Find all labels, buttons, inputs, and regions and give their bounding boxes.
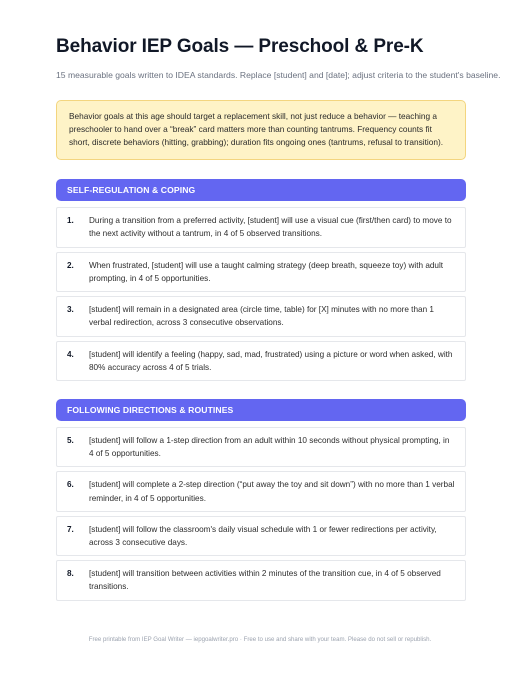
callout-text: Behavior goals at this age should target a replacement skill, not just reduce a behavior — teaching a preschooler to hand over a “break” card matters more than counting tantrums. Frequency counts fit short, discrete behaviors (hitting, grabbing); duration fits ongoing ones (tantrums, refusal to transition).	[69, 111, 444, 148]
page-footer: Free printable from IEP Goal Writer — iepgoalwriter.pro · Free to use and share with your team. Please do not sell or republish.	[88, 636, 432, 643]
goal-number: 1.	[67, 216, 74, 226]
section-self-regulation	[56, 179, 466, 381]
page-title: Behavior IEP Goals — Preschool & Pre-K	[56, 36, 424, 57]
goal-number: 7.	[67, 524, 74, 534]
section-header: FOLLOWING DIRECTIONS & ROUTINES	[56, 399, 466, 421]
goal-number: 5.	[67, 435, 74, 445]
goal-item	[56, 252, 466, 292]
goal-number: 2.	[67, 260, 74, 270]
page-content	[56, 36, 501, 605]
goal-text: During a transition from a preferred activity, [student] will use a visual cue (first/then card) to move to the next activity without a tantrum, in 4 of 5 observed transitions.	[89, 216, 452, 239]
goal-list	[56, 427, 466, 601]
goal-number: 8.	[67, 569, 74, 579]
goal-text: [student] will follow a 1-step direction from an adult within 10 seconds without physical prompting, in 4 of 5 opportunities.	[89, 435, 450, 459]
goal-text: [student] will transition between activities within 2 minutes of the transition cue, in 4 of 5 observed transitions.	[89, 569, 441, 592]
goal-number: 6.	[67, 480, 74, 490]
goal-item	[56, 516, 466, 556]
section-header: SELF-REGULATION & COPING	[56, 179, 466, 201]
goal-text: [student] will identify a feeling (happy, sad, mad, frustrated) using a picture or word when asked, with 80% accuracy across 4 of 5 trials.	[89, 349, 453, 372]
goal-item	[56, 427, 466, 467]
section-following-directions	[56, 399, 466, 601]
goal-item	[56, 560, 466, 600]
goal-text: [student] will remain in a designated area (circle time, table) for [X] minutes with no more than 1 verbal redirection, across 3 consecutive observations.	[89, 305, 434, 328]
goal-text: When frustrated, [student] will use a taught calming strategy (deep breath, squeeze toy) with adult prompting, in 4 of 5 opportunities.	[89, 260, 444, 283]
goal-number: 4.	[67, 349, 74, 359]
goal-text: [student] will follow the classroom's daily visual schedule with 1 or fewer redirections per activity, across 3 consecutive days.	[89, 524, 437, 547]
page-subtitle: 15 measurable goals written to IDEA standards. Replace [student] and [date]; adjust criteria to the student's baseline.	[56, 70, 501, 80]
goal-number: 3.	[67, 305, 74, 315]
goal-item	[56, 296, 466, 336]
goal-item	[56, 471, 466, 511]
goal-item	[56, 341, 466, 381]
goal-list	[56, 207, 466, 381]
info-callout	[56, 100, 466, 160]
goal-text: [student] will complete a 2-step direction (“put away the toy and sit down”) with no more than 1 verbal reminder, in 4 of 5 opportunities.	[89, 480, 455, 503]
goal-item	[56, 207, 466, 247]
